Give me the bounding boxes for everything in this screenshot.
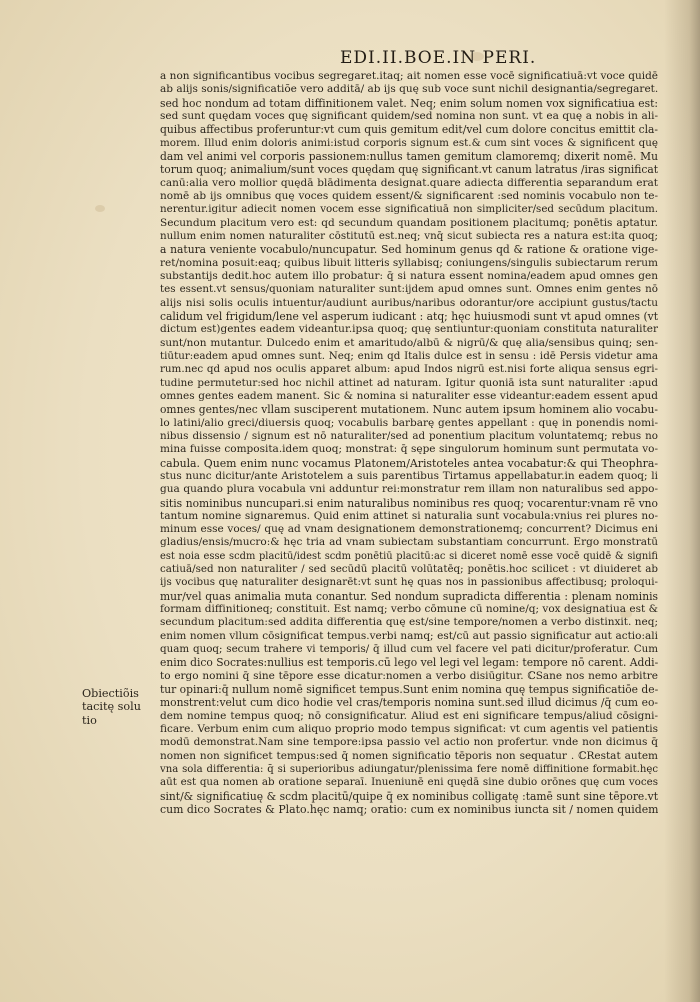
margin-note-line: Obiectiõis [82,687,139,700]
gutter-shadow [664,0,700,1002]
text-line: Secundum placitum vero est: qd secundum quandam positionem placitumq; ponētis aptatur. [160,216,658,229]
text-line: rum.nec qd apud nos oculis apparet album: apud Indos nigrū est.nisi forte aliqua sensus egri- [160,363,658,376]
text-line: dam vel animi vel corporis passionem:nullus tamen gemitum clamoremq; dixerit nomē. Mu [160,149,658,163]
text-line: sed hoc nondum ad totam diffinitionem valet. Neq; enim solum nomen vox significatiua est: [160,96,658,110]
text-line: ab alijs sonis/significatiõe vero additā/ ab ijs quę sub voce sunt nichil designantia/segregaret. [160,83,658,96]
text-line: secundum placitum:sed addita differentia quę est/sine tempore/nomen a verbo distinxit. neq; [160,616,658,629]
text-line: tantum nomine signaremus. Quid enim attinet si naturalia sunt vocabula:vnius rei plures no- [160,509,658,522]
text-line: tur opinari:q̄ nullum nomē significet tempus.Sunt enim nomina quę tempus significatiōe de- [160,683,658,697]
text-line: sunt/non mutantur. Dulcedo enim et amaritudo/albū & nigrū/& quę alia/sensibus quinq; sen- [160,336,658,349]
text-line: sint/& significatiuę & scdm placitū/quipe q̄ ex nominibus colligatę :tamē sunt sine tēpore.vt [160,789,658,803]
text-line: a non significantibus vocibus segregaret.itaq; ait nomen esse vocē significatiuā:vt voce quidē [160,70,658,82]
text-line: gua quando plura vocabula vni adduntur rei:monstratur rem illam non naturalibus sed appo- [160,483,658,496]
text-line: nibus dissensio / signum est nō naturaliter/sed ad ponentium placitum voluntatemq; rebus no [160,429,658,442]
text-line: calidum vel frigidum/lene vel asperum iudicant : atq; hęc huiusmodi sunt vt apud omnes (vt [160,309,658,323]
text-line: quibus affectibus proferuntur:vt cum quis gemitum edit/vel cum dolore concitus emittit cla- [160,123,658,137]
text-line: nomen non significet tempus:sed q̄ nomen significatio tēporis non sequatur . ℂRestat autem [160,749,658,762]
text-line: aūt est qua nomen ab oratione separaī. Inueniunē eni quędā sine dubio orōnes quę cum voces [160,776,658,789]
text-line: dictum est)gentes eadem videantur.ipsa quoq; quę sentiuntur:quoniam constituta naturaliter [160,323,658,336]
text-line: vna sola differentia: q̄ si superioribus adiungatur/plenissima fere nomē diffinitione formabit.hęc [160,764,658,776]
text-line: modū demonstrat.Nam sine tempore:ipsa passio vel actio non profertur. vnde non dicimus q̄ [160,736,658,749]
text-line: minum esse voces/ quę ad vnam designationem demonstrationemq; concurrent? Dicimus eni [160,523,658,536]
running-head: EDI.II.BOE.IN PERI. [340,48,537,68]
text-line: ret/nomina posuit:eaq; quibus libuit litteris syllabisq; coniungens/singulis subiectarum rerum [160,256,658,269]
text-line: tiūtur:eadem apud omnes sunt. Neq; enim qd Italis dulce est in sensu : idē Persis videtur ama [160,349,658,362]
text-line: tes essent.vt sensus/quoniam naturaliter sunt:ijdem apud omnes sunt. Omnes enim gentes nō [160,283,658,296]
text-line: ficare. Verbum enim cum aliquo proprio modo tempus significat: vt cum agentis vel patientis [160,723,658,736]
text-line: substantijs dedit.hoc autem illo probatur: q̄ si natura essent nomina/eadem apud omnes gen [160,269,658,282]
text-line: formam diffinitioneq; constituit. Est namq; verbo cōmune cū nomine/q; vox designatiua est & [160,603,658,616]
text-line: sitis nominibus nuncupari.si enim naturalibus nominibus res quoq; vocarentur:vnam rē vno [160,496,658,510]
text-line: nerentur.igitur adiecit nomen vocem esse significatiuā non simpliciter/sed secūdum placitum. [160,203,658,216]
text-line: sed sunt quędam voces quę significant quidem/sed nomina non sunt. vt ea quę a nobis in ali- [160,109,658,122]
text-line: mur/vel quas animalia muta conantur. Sed nondum supradicta differentia : plenam nominis [160,589,658,603]
text-line: ijs vocibus quę naturaliter designarēt:vt sunt hę quas nos in passionibus affectibusq; proloqui- [160,576,658,589]
text-line: morem. Illud enim doloris animi:istud corporis signum est.& cum sint voces & significent quę [160,136,658,149]
text-line: cum dico Socrates & Plato.hęc namq; oratio: cum ex nominibus iuncta sit / nomen quidem [160,803,658,817]
text-line: nullum enim nomen naturaliter cōstitutū est.neq; vnq̄ sicut subiecta res a natura est:ita quoq; [160,229,658,242]
text-line: catiuā/sed non naturaliter / sed secūdū placitū volūtatēq; ponētis.hoc scilicet : vt diuideret ab [160,563,658,576]
text-line: cabula. Quem enim nunc vocamus Platonem/Aristoteles antea vocabatur:& qui Theophra- [160,456,658,470]
margin-note [82,687,152,727]
text-line: a natura veniente vocabulo/nuncupatur. Sed hominum genus qd & ratione & oratione vige- [160,243,658,257]
text-line: torum quoq; animalium/sunt voces quędam quę significant.vt canum latratus /iras significat [160,163,658,177]
text-line: canū:alia vero mollior quędā blādimenta designat.quare adiecta differentia separandum erat [160,176,658,189]
text-line: dem nomine tempus quoq; nō consignificatur. Aliud est eni significare tempus/aliud cōsigni- [160,709,658,722]
text-line: omnes gentes eadem manent. Sic & nomina si naturaliter esse videantur:eadem essent apud [160,389,658,402]
text-line: monstrent:velut cum dico hodie vel cras/temporis nomina sunt.sed illud dicimus /q̄ cum eo- [160,696,658,710]
text-line: lo latini/alio greci/diuersis quoq; vocabulis barbarę gentes appellant : quę in ponendis nomi- [160,416,658,429]
text-line: enim dico Socrates:nullius est temporis.cū lego vel legi vel legam: tempore nō carent. Addi- [160,656,658,670]
margin-note-line: tacitę solu [82,700,141,714]
text-line: quam quoq; secum trahere vi temporis/ q̄ illud cum vel facere vel pati dicitur/proferatur. Cum [160,643,658,656]
body-text [160,70,658,816]
text-line: to ergo nomini q̄ sine tēpore esse dicatur:nomen a verbo disiūgitur. ℂSane nos nemo arbitre [160,669,658,682]
text-line: stus nunc dicitur/ante Aristotelem a suis parentibus Tirtamus appellabatur.in eadem quoq; li [160,469,658,482]
text-line: tudine permutetur:sed hoc nichil attinet ad naturam. Igitur quoniā ista sunt naturaliter :apud [160,376,658,389]
text-line: omnes gentes/nec vllam susciperent mutationem. Nunc autem ipsum hominem alio vocabu- [160,403,658,417]
text-line: gladius/ensis/mucro:& hęc tria ad vnam subiectam substantiam concurrunt. Ergo monstratū [160,536,658,549]
foxing-spot [95,205,105,212]
text-line: est noia esse scdm placitū/idest scdm ponētiū placitū:ac si diceret nomē esse vocē quidē & signifi [160,550,658,562]
text-line: nomē ab ijs omnibus quę voces quidem essent/& significarent :sed nominis vocabulo non te- [160,189,658,202]
text-line: mina fuisse composita.idem quoq; monstrat: q̄ sępe singulorum hominum sunt permutata vo- [160,443,658,456]
text-line: enim nomen vllum cōsignificat tempus.verbi namq; est/cū aut passio significatur aut actio:ali [160,629,658,642]
text-line: alijs nisi solis oculis intuentur/audiunt auribus/naribus odorantur/ore accipiunt gustus/tactu [160,296,658,309]
margin-note-line: tio [82,713,97,727]
